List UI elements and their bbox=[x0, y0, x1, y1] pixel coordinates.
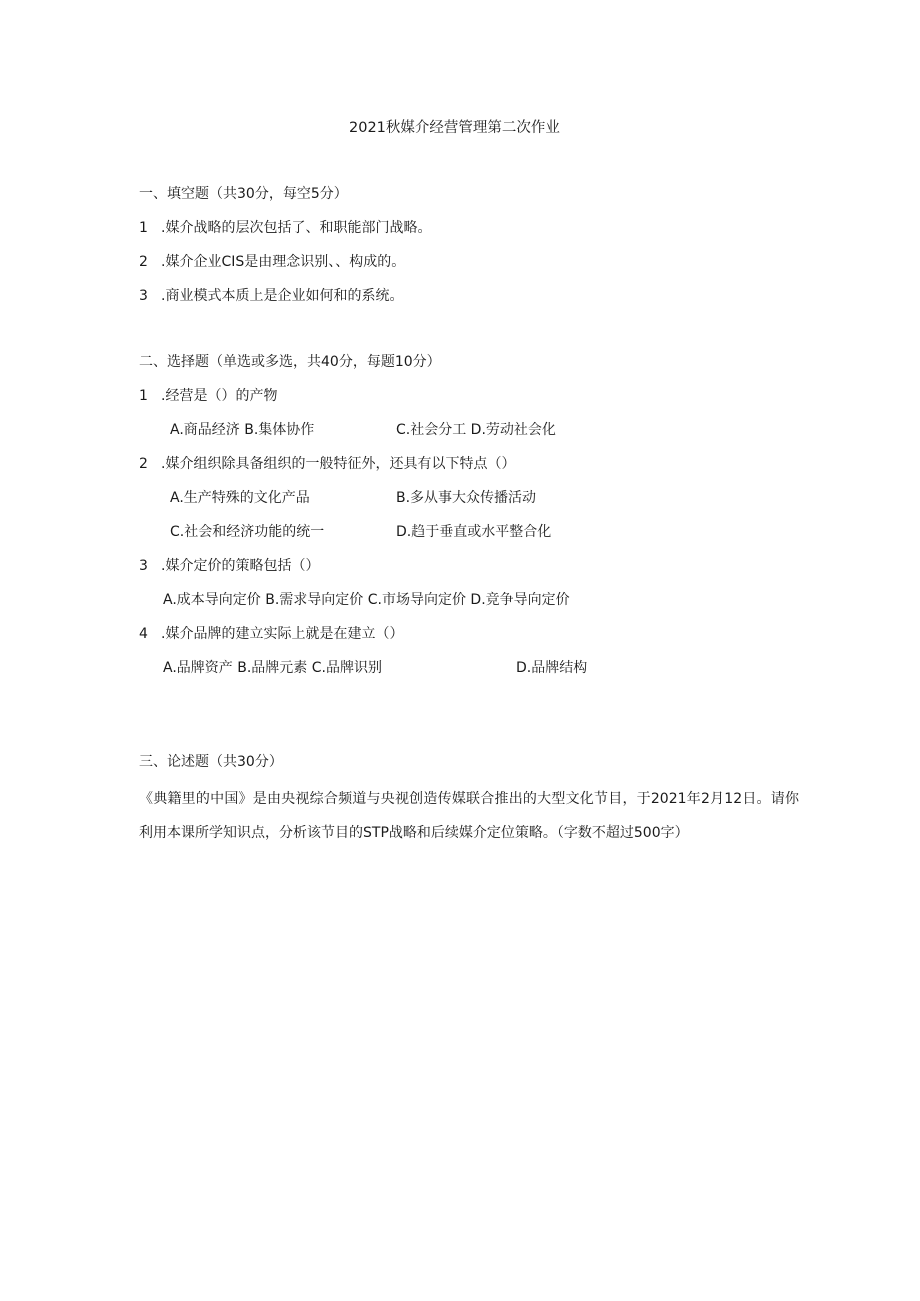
essay-prompt: 《典籍里的中国》是由央视综合频道与央视创造传媒联合推出的大型文化节目，于2021年2月12日。请你利用本课所学知识点，分析该节目的STP战略和后续媒介定位策略。（字数不超过500字） bbox=[139, 791, 799, 841]
question-text: .媒介品牌的建立实际上就是在建立（） bbox=[161, 626, 404, 642]
choice-question bbox=[139, 386, 277, 406]
section1-heading: 一、填空题（共30分，每空5分） bbox=[139, 186, 348, 202]
question-number: 4 bbox=[139, 626, 148, 642]
choice-option: A.生产特殊的文化产品 bbox=[170, 490, 310, 506]
question-number: 3 bbox=[139, 558, 148, 574]
item-number: 3 bbox=[139, 288, 148, 304]
item-number: 2 bbox=[139, 254, 148, 270]
choice-question bbox=[139, 454, 515, 474]
choice-option: A.商品经济 B.集体协作 bbox=[170, 422, 315, 438]
item-text: .媒介战略的层次包括了、和职能部门战略。 bbox=[161, 220, 432, 236]
section2-heading: 二、选择题（单选或多选，共40分，每题10分） bbox=[139, 354, 441, 370]
section3-heading: 三、论述题（共30分） bbox=[139, 754, 283, 770]
fill-item bbox=[139, 252, 405, 272]
question-number: 1 bbox=[139, 388, 148, 404]
choice-option: A.品牌资产 B.品牌元素 C.品牌识别 bbox=[163, 660, 382, 676]
question-text: .经营是（）的产物 bbox=[161, 388, 278, 404]
choice-question bbox=[139, 556, 319, 576]
choice-option: D.品牌结构 bbox=[516, 660, 588, 676]
question-text: .媒介定价的策略包括（） bbox=[161, 558, 320, 574]
fill-item bbox=[139, 218, 431, 238]
choice-option: B.多从事大众传播活动 bbox=[396, 490, 537, 506]
question-number: 2 bbox=[139, 456, 148, 472]
item-text: .媒介企业CIS是由理念识别、、构成的。 bbox=[161, 254, 406, 270]
choice-option: D.趋于垂直或水平整合化 bbox=[396, 524, 552, 540]
document-title: 2021秋媒介经营管理第二次作业 bbox=[349, 120, 560, 136]
choice-option: A.成本导向定价 B.需求导向定价 C.市场导向定价 D.竞争导向定价 bbox=[163, 592, 570, 608]
question-text: .媒介组织除具备组织的一般特征外，还具有以下特点（） bbox=[161, 456, 516, 472]
choice-option: C.社会和经济功能的统一 bbox=[170, 524, 325, 540]
item-text: .商业模式本质上是企业如何和的系统。 bbox=[161, 288, 404, 304]
choice-option: C.社会分工 D.劳动社会化 bbox=[396, 422, 556, 438]
fill-item bbox=[139, 286, 403, 306]
choice-question bbox=[139, 624, 403, 644]
item-number: 1 bbox=[139, 220, 148, 236]
